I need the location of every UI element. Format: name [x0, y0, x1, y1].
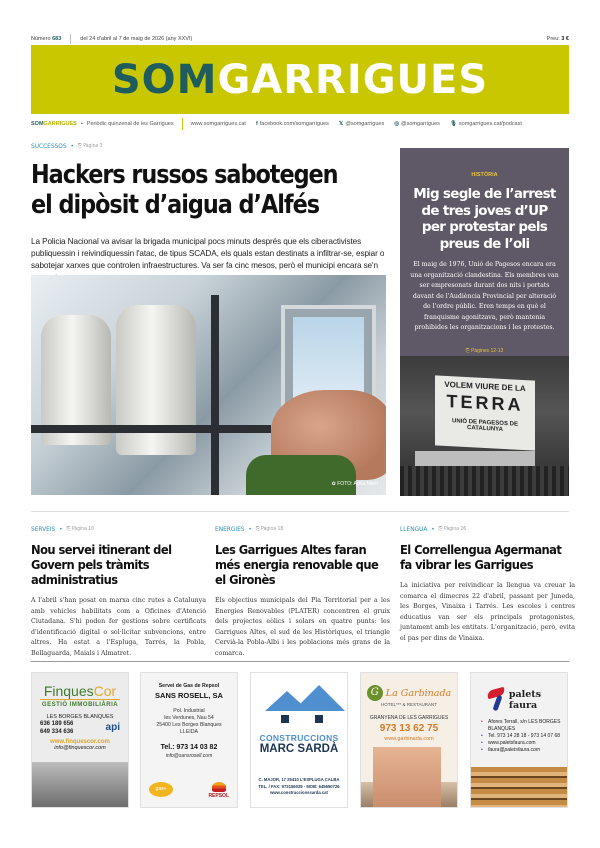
- ad-email: info@sansrosell.com: [165, 753, 213, 759]
- section-divider: [31, 511, 569, 512]
- town-photo: [32, 762, 128, 807]
- ad-town: LES BORGES BLANQUES: [46, 714, 114, 720]
- issue-info-bar: [31, 33, 569, 45]
- sidebar-story-body: El maig de 1976, Unió de Pagesos encara era una organització clandestina. Els membres van ser empresonats durant dos nits i portats davant de l'Audiència Provincial per alteració de l'ordre públic. Eren temps en què el franquisme agonitzava, però mantenia prohibides les organitzacions i les protestes.: [410, 261, 559, 331]
- protest-banner: VOLEM VIURE DE LA TERRA UNIÓ DE PAGESOS DE CATALUNYA: [435, 375, 535, 450]
- story-kicker: SERVEIS • ⎘ Pàgina 10: [31, 525, 94, 533]
- gas-logo: gas+: [149, 782, 173, 797]
- ad-sans-rosell[interactable]: [140, 672, 238, 808]
- ad-contact: C. MAJOR, 17 25410 L'ESPLUGA CALBA TEL. / FAX: 973156029 - MOB: 645650726 www.construccionssarda.cat: [258, 777, 340, 795]
- ad-website: www.finquescor.com: [50, 739, 110, 745]
- ad-construccions-marc-sarda[interactable]: [250, 672, 348, 808]
- sleeve-image: [246, 455, 356, 495]
- section-label[interactable]: SERVEIS: [31, 525, 56, 533]
- pipe-image: [31, 425, 271, 433]
- ad-brand: G La Garbinada: [361, 685, 457, 701]
- main-story-lead: La Policia Nacional va avisar la brigada municipal pocs minuts després que els ciberactivistes publiquessin i reivindiquessin l'atac, de tipus SCADA, els quals estan destinats a infiltrar-se, espiar o sabotejar xarxes que controlen infraestructures. Va ser fa cinc mesos, però el municipi encara se'n: [31, 237, 385, 270]
- subheader-bar: [31, 118, 569, 130]
- ad-finquescor[interactable]: [31, 672, 129, 808]
- story-kicker: LLENGUA • ⎘ Pàgina 26: [400, 525, 467, 533]
- ad-line: Servei de Gas de Repsol: [158, 683, 220, 689]
- pipe-image: [211, 295, 219, 495]
- masthead: [31, 45, 569, 114]
- divider: [182, 118, 183, 130]
- section-label[interactable]: LLENGUA: [400, 525, 428, 533]
- api-logo: api: [105, 722, 120, 733]
- issue-dates: del 24 d'abril al 7 de maig de 2026 (any XXVI): [80, 36, 193, 42]
- page-reference: ⎘ Pàgines 12-13: [465, 347, 504, 354]
- ads-divider: [31, 661, 569, 662]
- story-body: A l'abril s'han posat en marxa cinc rutes a Catalunya amb vehicles habilitats com a Oficines d'Atenció Ciutadana. S'hi poden fer gestions sobre certificats d'identificació digital o sol·licitar subvencions, entre altres. Ha estat a l'Espluga, Tarrés, la Pobla, Bellaguarda, Maials i Almatret.: [31, 597, 206, 657]
- ad-brand: CONSTRUCCIONS: [259, 733, 339, 743]
- ad-la-garbinada[interactable]: [360, 672, 458, 808]
- ad-contact-list: • Afores Terrall, s/n LES BORGES BLANQUES • Tel. 973 14 28 18 - 973 14 07 68 • www.paletsfaura.com • faura@paletsfaura.com: [481, 719, 567, 754]
- ad-brand: SANS ROSELL, SA: [155, 691, 223, 700]
- instagram-link[interactable]: ◎ @somgarrigues: [394, 121, 440, 127]
- sidebar-story[interactable]: [400, 148, 569, 496]
- microphone-icon: 🎙: [449, 121, 457, 127]
- podcast-link[interactable]: 🎙 somgarrigues.cat/podcast: [449, 121, 522, 127]
- main-story-photo: [31, 275, 386, 495]
- sidebar-story-title: Mig segle de l’arrest de tres joves d’UP per protestar pels preus de l’oli: [413, 186, 556, 252]
- house-roof-icon: [251, 685, 347, 733]
- ad-town: GRANYENA DE LES GARRIGUES: [369, 715, 449, 721]
- ad-phones: 636 189 656 649 334 636 api: [40, 721, 120, 735]
- page-reference: ⎘ Pàgina 26: [438, 526, 467, 532]
- facebook-link[interactable]: f facebook.com/somgarrigues: [255, 121, 329, 127]
- ad-email: info@finquescor.com: [54, 745, 106, 751]
- ad-subtitle: GESTIÓ IMMOBILIÀRIA: [40, 699, 120, 708]
- historical-photo: [400, 356, 569, 496]
- ad-subtitle: HOTEL*** & RESTAURANT: [381, 702, 437, 707]
- divider: [70, 34, 71, 44]
- bullet: •: [70, 142, 74, 150]
- page-reference: ⎘ Pàgina 10: [66, 526, 94, 532]
- story-body: Els objectius municipals del Pla Territorial per a les Energies Renovables (PLATER) concentren el gruix dels projectes eòlics i solars en quatre punts: les Garrigues Altes, el sud de les Històriques, el triangle Cervià-la Pobla-Albi i les poblacions més grans de la comarca.: [215, 597, 390, 657]
- brand-small: SOMGARRIGUES: [31, 121, 77, 127]
- bullet: •: [80, 121, 83, 127]
- story-kicker: ENERGIES • ⎘ Pàgina 18: [215, 525, 284, 533]
- pallets-photo: [471, 767, 567, 807]
- section-label[interactable]: ENERGIES: [215, 525, 245, 533]
- flame-icon: [212, 782, 226, 792]
- story-title[interactable]: Nou servei itinerant del Govern pels tràmits administratius: [31, 542, 172, 587]
- ad-address: Pol. Industrial les Verdunes, Nau 54 25400 Les Borges Blanques LLEIDA: [156, 708, 222, 735]
- ad-brand: palets faura: [471, 687, 567, 711]
- facebook-icon: f: [255, 121, 258, 127]
- story-column: [215, 525, 390, 660]
- faura-logo-icon: [485, 687, 507, 711]
- logo[interactable]: SOMGARRIGUES: [111, 56, 489, 103]
- main-story-title[interactable]: Hackers russos sabotegen el dipòsit d’aigua d’Alfés: [31, 160, 338, 220]
- ad-brand: MARC SARDÀ: [259, 743, 339, 755]
- x-icon: 𝕏: [338, 121, 344, 127]
- crowd: [400, 466, 569, 496]
- section-label[interactable]: SUCCESSOS: [31, 142, 67, 150]
- ad-phone: Tel.: 973 14 03 82: [160, 744, 218, 751]
- page-reference: ⎘ Pàgina 3: [77, 143, 103, 149]
- story-body: La iniciativa per reivindicar la llengua va creuar la comarca el dimecres 22 d'abril, passant per Juneda, les Borges, Vinaixa i Tarrés. Les escoles i centres educatius van ser els principals protagonistes, juntament amb les entitats. L'organització, però, evita el pas per dins de Vinaixa.: [400, 582, 575, 642]
- ad-palets-faura[interactable]: [470, 672, 568, 808]
- hotel-photo: [373, 747, 441, 807]
- main-story-kicker: [31, 142, 102, 150]
- tagline: Periòdic quinzenal de les Garrigues: [86, 121, 174, 127]
- ad-brand: FinquesCor: [43, 683, 117, 699]
- g-logo-icon: G: [367, 685, 383, 701]
- instagram-icon: ◎: [394, 121, 400, 127]
- stage: [415, 451, 535, 466]
- story-column: [400, 525, 575, 645]
- x-link[interactable]: 𝕏 @somgarrigues: [338, 121, 385, 127]
- ad-phone: 973 13 62 75: [379, 723, 439, 734]
- section-label: HISTÒRIA: [471, 172, 498, 178]
- page-reference: ⎘ Pàgina 18: [255, 526, 284, 532]
- photo-credit: ✿ FOTO: Adrià Martí: [331, 481, 378, 487]
- story-title[interactable]: El Correllengua Agermanat fa vibrar les Garrigues: [400, 542, 562, 572]
- website-link[interactable]: www.somgarrigues.cat: [190, 121, 246, 127]
- issue-number: Número 683: [31, 36, 62, 42]
- story-column: [31, 525, 206, 660]
- ad-website: www.garbinada.com: [384, 736, 434, 742]
- social-links: [191, 121, 522, 127]
- price: Preu: 3 €: [546, 36, 569, 42]
- repsol-logo: REPSOL: [208, 782, 229, 799]
- story-title[interactable]: Les Garrigues Altes faran més energia renovable que el Gironès: [215, 542, 379, 587]
